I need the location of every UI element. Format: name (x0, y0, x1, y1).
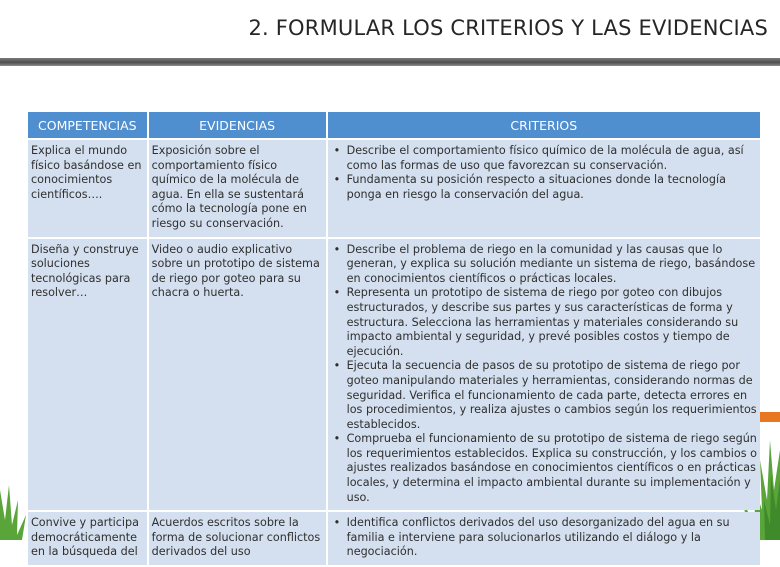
criterios-cell (328, 140, 760, 237)
table-header-row (28, 112, 760, 138)
evidencia-cell: Exposición sobre el comportamiento físico químico de la molécula de agua. En ella se sustentará cómo la tecnología pone en riesgo su conservación. (149, 140, 326, 237)
evidencia-cell: Video o audio explicativo sobre un prototipo de sistema de riego por goteo para su chacra o huerta. (149, 239, 326, 511)
table-row (28, 512, 760, 565)
criterio-item: • Ejecuta la secuencia de pasos de su prototipo de sistema de riego por goteo manipulando materiales y herramientas, considerando normas de seguridad. Verifica el funcionamiento de cada parte, detecta errores en los procedimientos, y realiza ajustes o cambios según los requerimientos establecidos. (347, 359, 757, 432)
evidencia-cell: Acuerdos escritos sobre la forma de solucionar conflictos derivados del uso (149, 512, 326, 565)
criterio-item: • Describe el comportamiento físico químico de la molécula de agua, así como las formas de uso que favorezcan su conservación. (347, 144, 757, 173)
criterios-cell (328, 239, 760, 511)
header-evidencias: EVIDENCIAS (149, 112, 326, 138)
criterio-item: • Representa un prototipo de sistema de riego por goteo con dibujos estructurados, y describe sus partes y sus características de forma y estructura. Selecciona las herramientas y materiales considerando su impacto ambiental y seguridad, y prevé posibles costos y tiempo de ejecución. (347, 286, 757, 359)
competencia-cell: Diseña y construye soluciones tecnológicas para resolver… (28, 239, 147, 511)
header-criterios: CRITERIOS (328, 112, 760, 138)
criterio-item: • Comprueba el funcionamiento de su prototipo de sistema de riego según los requerimientos establecidos. Explica su construcción, y los cambios o ajustes realizados basándose en conocimientos científicos o en prácticas locales, y determina el impacto ambiental durante su implementación y uso. (347, 432, 757, 505)
criterio-item: • Describe el problema de riego en la comunidad y las causas que lo generan, y explica su solución mediante un sistema de riego, basándose en conocimientos científicos o prácticas locales. (347, 243, 757, 287)
criterio-item: • Fundamenta su posición respecto a situaciones donde la tecnología ponga en riesgo la conservación del agua. (347, 173, 757, 202)
criterios-cell (328, 512, 760, 565)
criteria-table (26, 110, 762, 567)
criterio-item: • Identifica conflictos derivados del uso desorganizado del agua en su familia e interviene para solucionarlos utilizando el diálogo y la negociación. (347, 516, 757, 560)
orange-accent-mark (760, 412, 780, 422)
competencia-cell: Convive y participa democráticamente en la búsqueda del (28, 512, 147, 565)
header-competencias: COMPETENCIAS (28, 112, 147, 138)
table-row (28, 239, 760, 511)
table-row (28, 140, 760, 237)
competencia-cell: Explica el mundo físico basándose en conocimientos científicos…. (28, 140, 147, 237)
title-divider (0, 58, 780, 66)
page-title: 2. FORMULAR LOS CRITERIOS Y LAS EVIDENCIAS (248, 16, 768, 40)
